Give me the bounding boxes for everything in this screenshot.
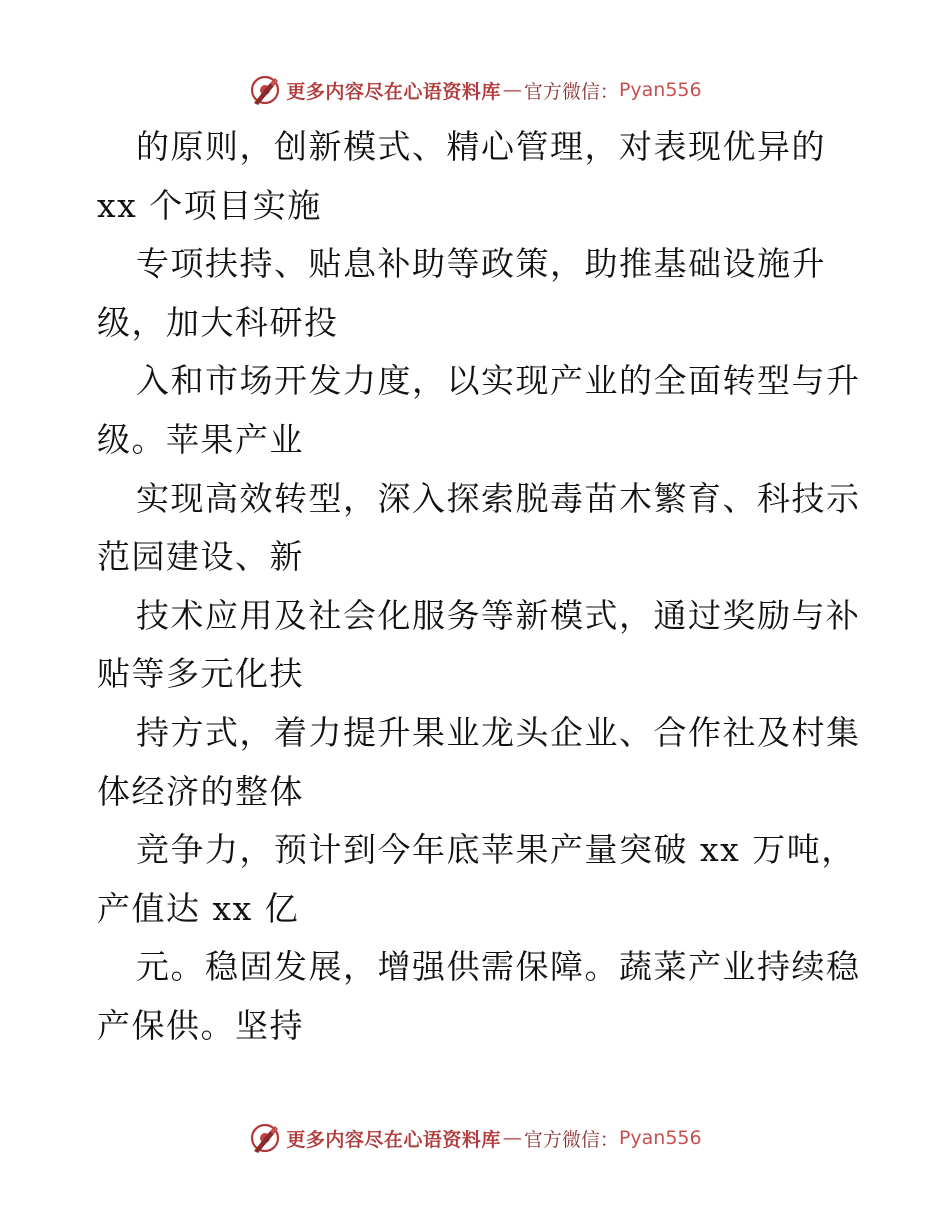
- watermark-wechat-label: 官方微信：: [523, 80, 619, 103]
- text-line: 竞争力，预计到今年底苹果产量突破 xx 万吨，: [136, 830, 856, 870]
- header-watermark: [0, 70, 950, 110]
- text-line: 级，加大科研投: [97, 302, 339, 342]
- watermark-title: 更多内容尽在心语资料库: [286, 1128, 501, 1151]
- text-line: 持方式，着力提升果业龙头企业、合作社及村集: [136, 712, 861, 752]
- text-line: 产保供。坚持: [97, 1005, 304, 1045]
- watermark-wechat-id: Pyan556: [618, 79, 702, 101]
- watermark-wechat-label: 官方微信：: [523, 1128, 619, 1151]
- text-line: 实现高效转型，深入探索脱毒苗木繁育、科技示: [136, 478, 861, 518]
- text-line: xx 个项目实施: [97, 185, 322, 225]
- watermark-dash: —: [502, 1127, 522, 1149]
- text-line: 入和市场开发力度，以实现产业的全面转型与升: [136, 361, 861, 401]
- footer-watermark: [0, 1118, 950, 1158]
- text-line: 级。苹果产业: [97, 419, 304, 459]
- text-line: 专项扶持、贴息补助等政策，助推基础设施升: [136, 244, 826, 284]
- document-body: [97, 118, 861, 1056]
- watermark-title: 更多内容尽在心语资料库: [286, 80, 501, 103]
- text-line: 范园建设、新: [97, 537, 304, 577]
- watermark-wechat-id: Pyan556: [618, 1127, 702, 1149]
- pen-logo-icon: [248, 73, 282, 107]
- pen-logo-icon: [248, 1121, 282, 1155]
- watermark-dash: —: [502, 79, 522, 101]
- text-line: 技术应用及社会化服务等新模式，通过奖励与补: [136, 595, 861, 635]
- text-line: 贴等多元化扶: [97, 654, 304, 694]
- text-line: 的原则，创新模式、精心管理，对表现优异的: [136, 127, 826, 166]
- text-line: 产值达 xx 亿: [97, 888, 300, 928]
- text-line: 体经济的整体: [97, 771, 304, 811]
- text-line: 元。稳固发展，增强供需保障。蔬菜产业持续稳: [136, 947, 861, 987]
